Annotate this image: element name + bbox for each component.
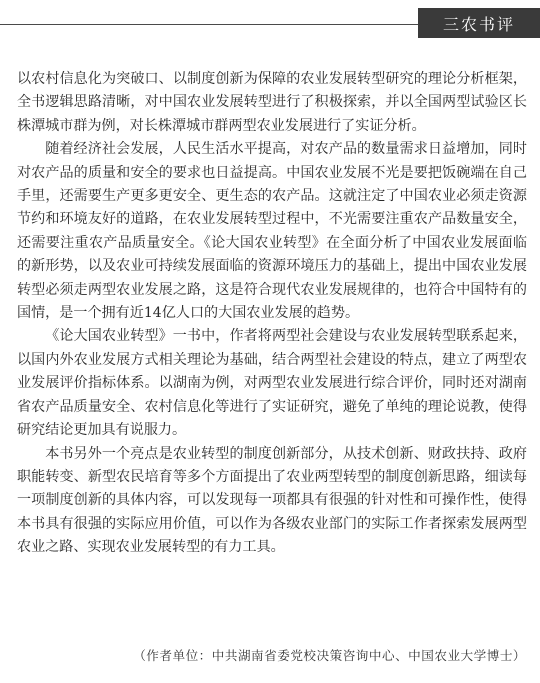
header-rule [0, 24, 418, 25]
paragraph-continuation: 以农村信息化为突破口、以制度创新为保障的农业发展转型研究的理论分析框架，全书逻辑思路清晰，对中国农业发展转型进行了积极探索，并以全国两型试验区长株潭城市群为例，对长株潭城市群两型农业发展进行了实证分析。 [17, 71, 527, 134]
paragraph: 本书另外一个亮点是农业转型的制度创新部分，从技术创新、财政扶持、政府职能转变、新型农民培育等多个方面提出了农业两型转型的制度创新思路，细读每一项制度创新的具体内容，可以发现每一项都具有很强的针对性和可操作性，使得本书具有很强的实际应用价值，可以作为各级农业部门的实际工作者探索发展两型农业之路、实现农业发展转型的有力工具。 [17, 445, 527, 556]
paragraph: 《论大国农业转型》一书中，作者将两型社会建设与农业发展转型联系起来，以国内外农业发展方式相关理论为基础，结合两型社会建设的特点，建立了两型农业发展评价指标体系。以湖南为例，对两型农业发展进行综合评价，同时还对湖南省农产品质量安全、农村信息化等进行了实证研究，避免了单纯的理论说教，使得研究结论更加具有说服力。 [17, 328, 527, 439]
paragraph: 随着经济社会发展，人民生活水平提高，对农产品的数量需求日益增加，同时对农产品的质量和安全的要求也日益提高。中国农业发展不光是要把饭碗端在自己手里，还需要生产更多更安全、更生态的农产品。这就注定了中国农业必须走资源节约和环境友好的道路，在农业发展转型过程中，不光需要注重农产品数量安全，还需要注重农产品质量安全。《论大国农业转型》在全面分析了中国农业发展面临的新形势，以及农业可持续发展面临的资源环境压力的基础上，提出中国农业发展转型必须走两型农业发展之路，这是符合现代农业发展规律的，也符合中国特有的国情，是一个拥有近14亿人口的大国农业发展的趋势。 [17, 141, 527, 322]
article-body [17, 68, 527, 560]
column-title: 三农书评 [418, 8, 540, 38]
author-affiliation: （作者单位：中共湖南省委党校决策咨询中心、中国农业大学博士） [133, 648, 526, 663]
